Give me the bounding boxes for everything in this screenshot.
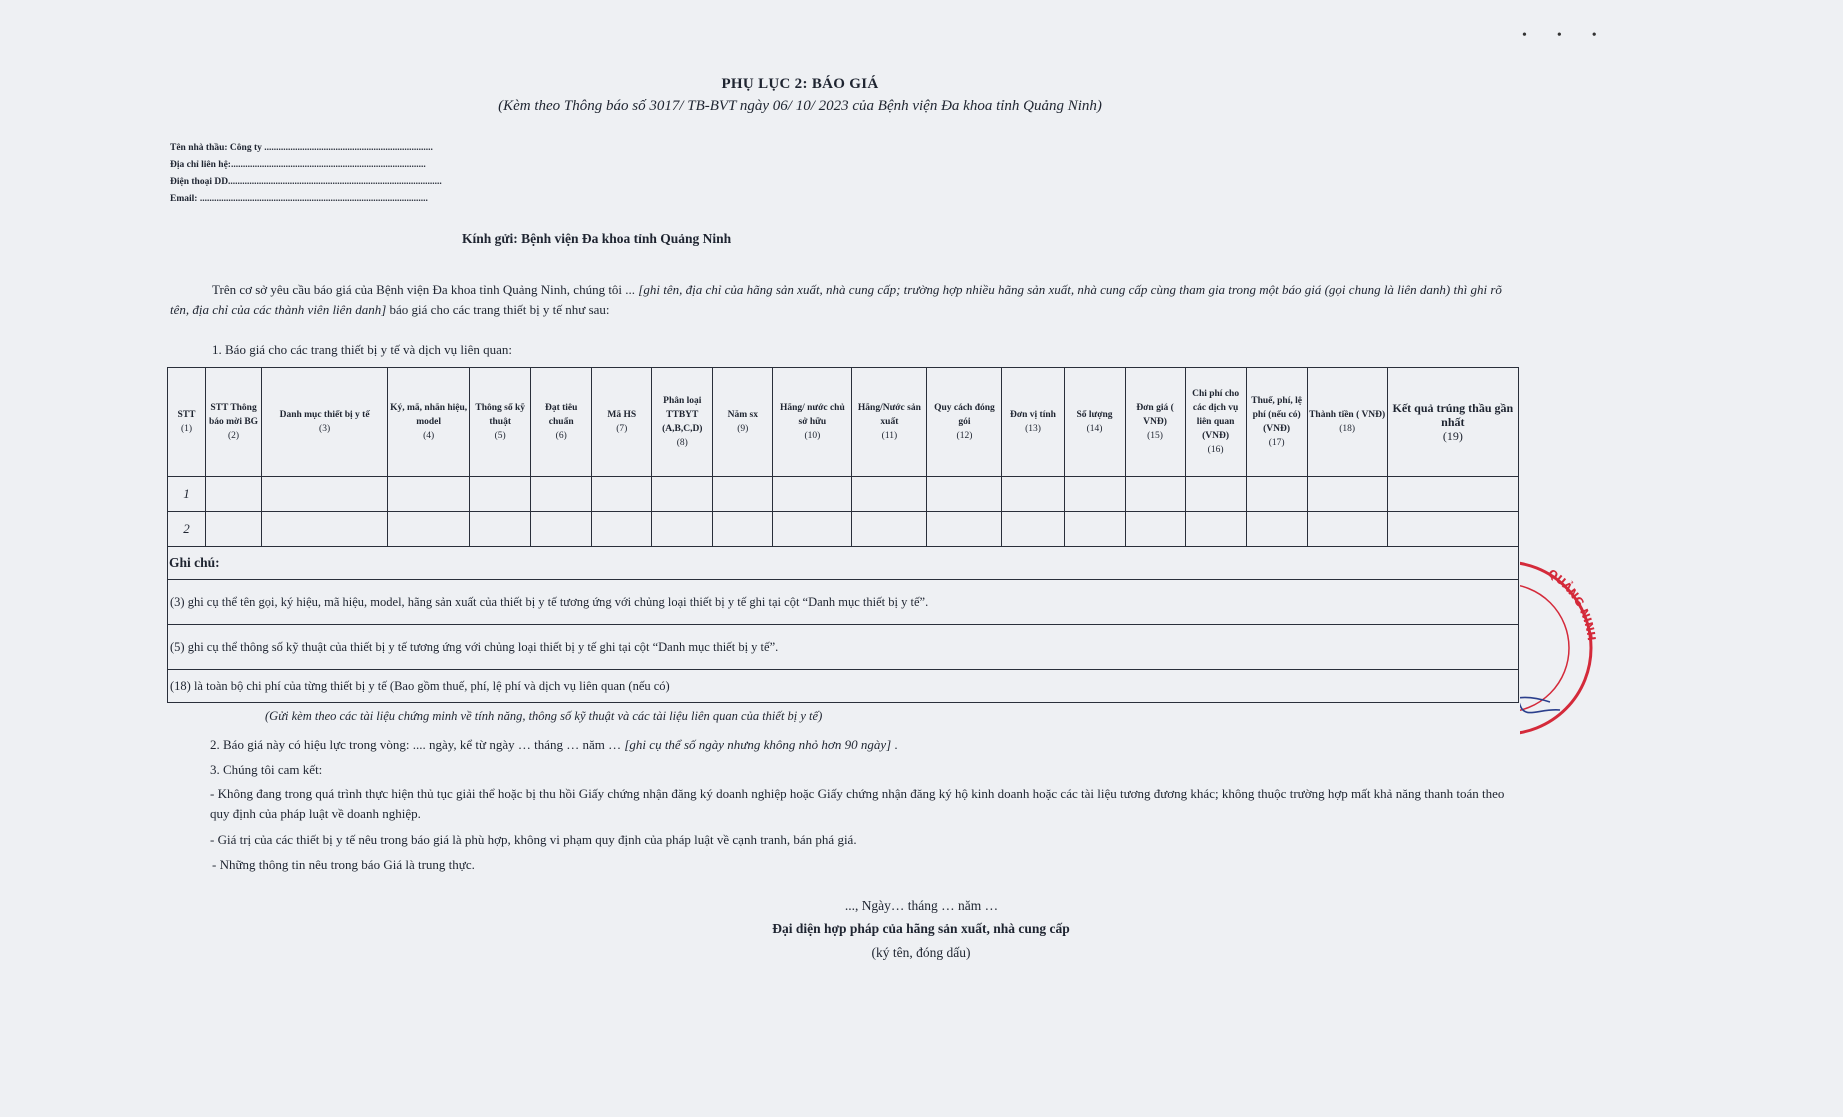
contact-address: Địa chỉ liên hệ:.................................................................................. xyxy=(170,160,426,170)
intro-paragraph xyxy=(170,280,1510,320)
commitment-item: - Giá trị của các thiết bị y tế nêu trong báo giá là phù hợp, không vi phạm quy định của pháp luật về cạnh tranh, bán phá giá. xyxy=(210,832,857,847)
row-number: 2 xyxy=(168,512,206,547)
note-row xyxy=(168,580,1519,625)
header-cell: Hãng/Nước sản xuất (11) xyxy=(852,368,927,477)
header-cell: Thành tiền ( VNĐ) (18) xyxy=(1307,368,1387,477)
header-cell: Hãng/ nước chủ sở hữu (10) xyxy=(773,368,852,477)
commitment-item: - Không đang trong quá trình thực hiện thủ tục giải thể hoặc bị thu hồi Giấy chứng nhận đăng ký doanh nghiệp hoặc Giấy chứng nhận đăng ký hộ kinh doanh hoặc các tài liệu tương đương khác; không thuộc trường hợp mất khả năng thanh toán theo quy định của pháp luật về doanh nghiệp. xyxy=(210,786,1505,821)
header-cell: Ký, mã, nhãn hiệu, model (4) xyxy=(388,368,470,477)
attachment-note: (Gửi kèm theo các tài liệu chứng minh về tính năng, thông số kỹ thuật và các tài liệu liên quan của thiết bị y tế) xyxy=(265,709,823,723)
signature-date: ..., Ngày… tháng … năm … xyxy=(844,898,999,913)
signature-representative: Đại diện hợp pháp của hãng sản xuất, nhà cung cấp xyxy=(772,921,1070,936)
note-3: (3) ghi cụ thể tên gọi, ký hiệu, mã hiệu, model, hãng sản xuất của thiết bị y tế tương ứng với chủng loại thiết bị y tế ghi tại cột “Danh mục thiết bị y tế”. xyxy=(168,580,1519,625)
contact-company: Tên nhà thầu: Công ty ....................................................................... xyxy=(170,143,433,153)
intro-text-2: [ghi tên, địa chỉ của hãng sản xuất, nhà cung cấp; trường hợp nhiều hãng sản xuất, nhà cung cấp cùng tham gia trong một báo giá (gọi chung là liên danh) thì ghi rõ tên, địa chỉ của các thành viên liên danh] xyxy=(170,282,1502,317)
header-cell: Danh mục thiết bị y tế (3) xyxy=(262,368,388,477)
page-title: PHỤ LỤC 2: BÁO GIÁ xyxy=(721,76,879,92)
header-cell: Đơn vị tính (13) xyxy=(1002,368,1064,477)
contact-phone: Điện thoại DD.......................................................................................... xyxy=(170,177,442,187)
red-stamp-seal xyxy=(1520,560,1600,750)
header-cell: Đạt tiêu chuẩn (6) xyxy=(531,368,592,477)
table-row xyxy=(168,477,1519,512)
note-row xyxy=(168,670,1519,703)
signature-scribble xyxy=(1520,697,1560,718)
header-cell: Năm sx (9) xyxy=(713,368,773,477)
note-row xyxy=(168,625,1519,670)
note-18: (18) là toàn bộ chi phí của từng thiết bị y tế (Bao gồm thuế, phí, lệ phí và dịch vụ liên quan (nếu có) xyxy=(168,670,1519,703)
quote-table xyxy=(167,367,1519,703)
intro-text-1: Trên cơ sở yêu cầu báo giá của Bệnh viện Đa khoa tỉnh Quảng Ninh, chúng tôi ... xyxy=(212,282,639,297)
header-cell: Quy cách đóng gói (12) xyxy=(927,368,1002,477)
table-header-row xyxy=(168,368,1519,477)
validity-clause: 2. Báo giá này có hiệu lực trong vòng: .... ngày, kể từ ngày … tháng … năm … [ghi cụ thể số ngày nhưng không nhỏ hơn 90 ngày] . xyxy=(210,737,898,752)
commitment-item: - Những thông tin nêu trong báo Giá là trung thực. xyxy=(212,857,475,872)
header-cell: Phân loại TTBYT (A,B,C,D) (8) xyxy=(652,368,713,477)
header-cell: Thuế, phí, lệ phí (nếu có) (VNĐ) (17) xyxy=(1246,368,1307,477)
header-cell: STT Thông báo mời BG (2) xyxy=(206,368,262,477)
intro-text-3: báo giá cho các trang thiết bị y tế như sau: xyxy=(386,302,610,317)
page-subtitle: (Kèm theo Thông báo số 3017/ TB-BVT ngày 06/ 10/ 2023 của Bệnh viện Đa khoa tỉnh Quảng Ninh) xyxy=(498,98,1102,114)
note-5: (5) ghi cụ thể thông số kỹ thuật của thiết bị y tế tương ứng với chủng loại thiết bị y tế ghi tại cột “Danh mục thiết bị y tế”. xyxy=(168,625,1519,670)
header-cell: Thông số kỹ thuật (5) xyxy=(470,368,531,477)
header-cell: Chi phí cho các dịch vụ liên quan (VNĐ) (16) xyxy=(1185,368,1246,477)
svg-text:QUẢNG NINH: QUẢNG NINH xyxy=(1545,566,1599,642)
header-cell: Số lượng (14) xyxy=(1064,368,1125,477)
header-cell: Đơn giá ( VNĐ) (15) xyxy=(1125,368,1185,477)
corner-marks: ••• xyxy=(1522,28,1627,43)
header-cell: STT (1) xyxy=(168,368,206,477)
section-1-title: 1. Báo giá cho các trang thiết bị y tế và dịch vụ liên quan: xyxy=(212,342,512,357)
salutation: Kính gửi: Bệnh viện Đa khoa tỉnh Quảng Ninh xyxy=(462,231,732,246)
header-cell: Mã HS (7) xyxy=(592,368,652,477)
commitment-title: 3. Chúng tôi cam kết: xyxy=(210,762,323,777)
signature-note: (ký tên, đóng dấu) xyxy=(871,945,971,960)
header-cell: Kết quả trúng thầu gần nhất (19) xyxy=(1387,368,1518,477)
notes-heading-row xyxy=(168,547,1519,580)
contact-email: Email: ................................................................................................ xyxy=(170,194,428,204)
notes-heading: Ghi chú: xyxy=(168,547,1519,580)
table-row xyxy=(168,512,1519,547)
row-number: 1 xyxy=(168,477,206,512)
